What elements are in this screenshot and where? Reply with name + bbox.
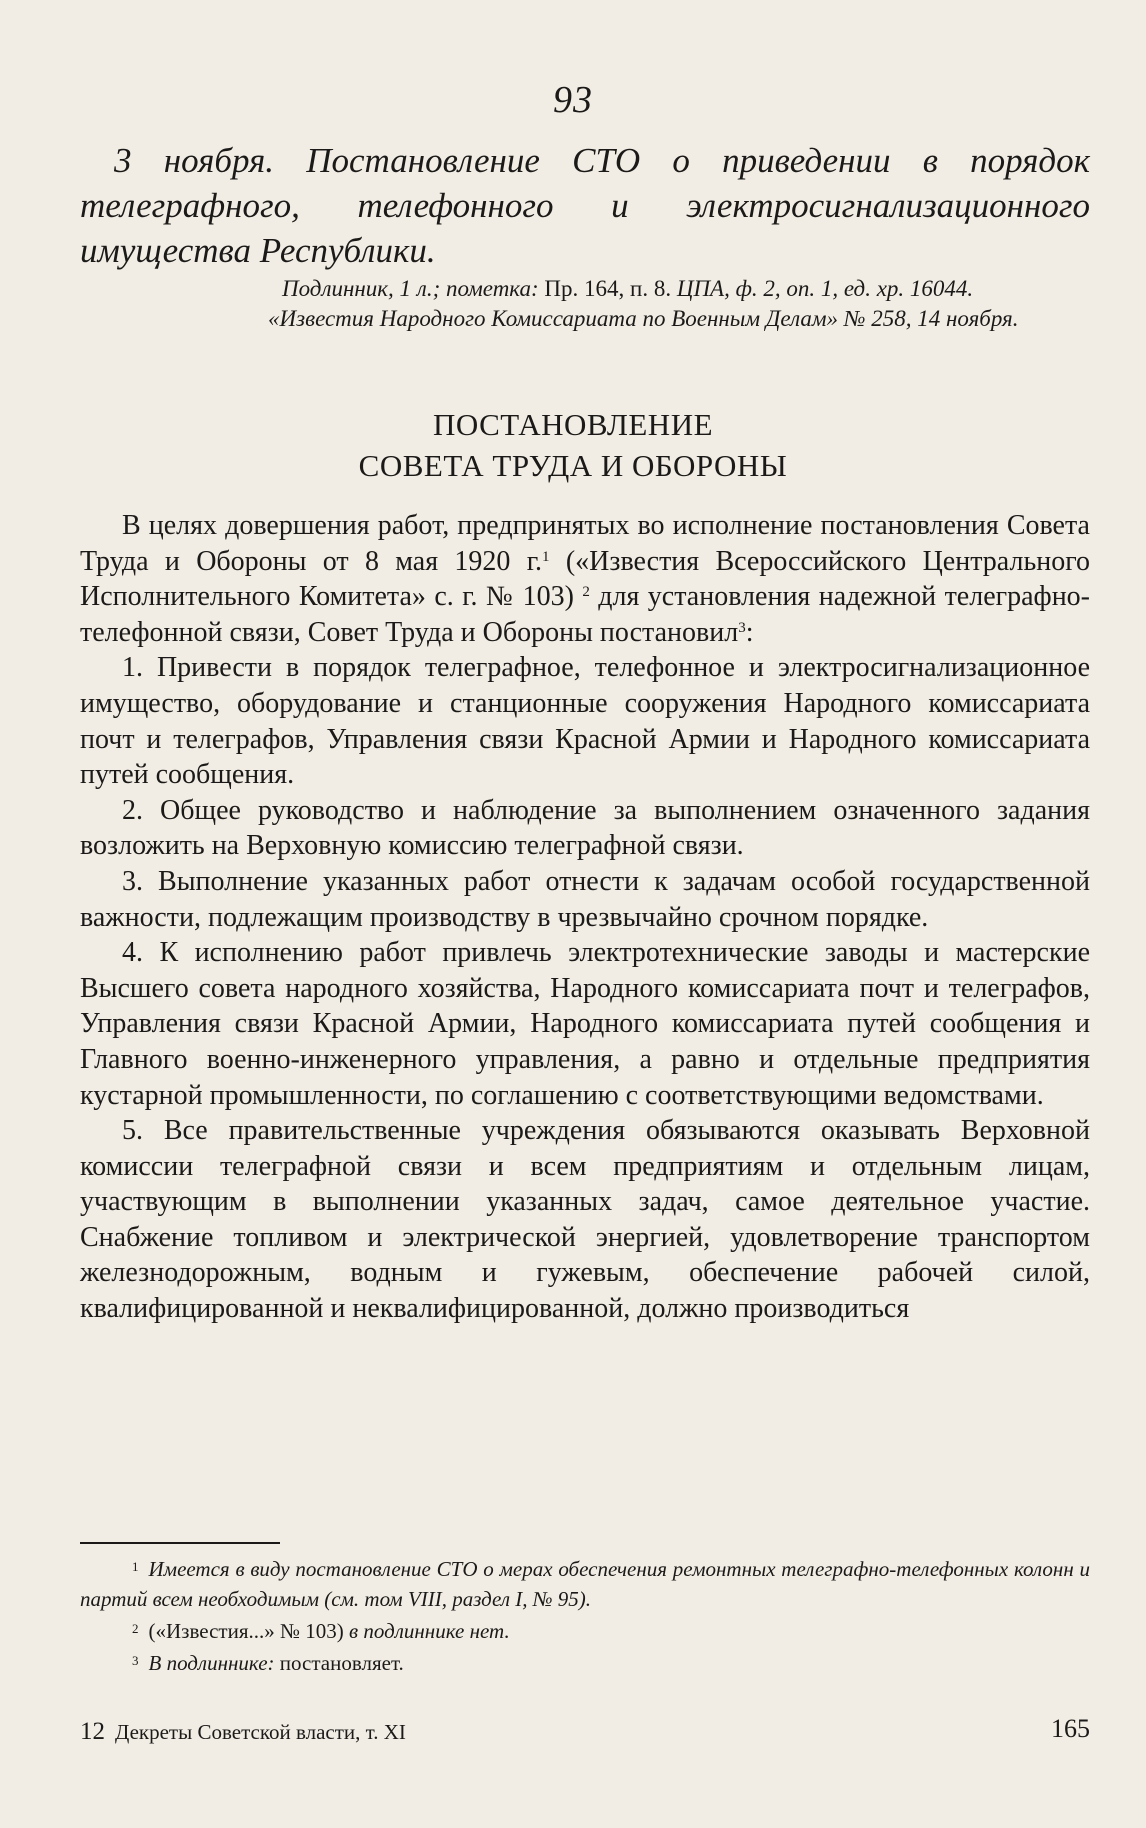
preamble-text-c: для установления надежной телеграфно-телефонной связи, Совет Труда и Обороны постановил [80,581,1090,648]
decree-body [80,508,1090,1327]
footnote-mark-2: 2 [132,1621,139,1636]
footnote-2-plain: («Известия...» № 103) [148,1619,344,1643]
source-original [282,274,1090,304]
page-number: 165 [1051,1714,1090,1743]
footnote-1-italic: Имеется в виду постановление СТО о мерах обеспечения ремонтных телеграфно-телефонных колонн и партий всем необходимым (см. том VIII, раздел I, № 95). [80,1557,1090,1611]
point-1: 1. Привести в порядок телеграфное, телефонное и электросигнализационное имущество, оборудование и станционные сооружения Народного комиссариата почт и телеграфов, Управления связи Красной Армии и Народного комиссариата путей сообщения. [80,652,1090,791]
preamble-text-b: («Известия Всероссийского Центрального Исполнительного Комитета» с. г. № 103) [80,545,1090,613]
point-2: 2. Общее руководство и наблюдение за выполнением означенного задания возложить на Верховную комиссию телеграфной связи. [80,794,1090,862]
footnote-1 [80,1552,1090,1614]
footnote-mark-3: 3 [132,1653,139,1668]
source-original-prefix: Подлинник, 1 л.; пометка: [282,276,539,301]
page-footer [80,1714,1090,1748]
printer-signature [80,1718,406,1746]
preamble [80,508,1090,650]
signature-text: Декреты Советской власти, т. XI [115,1720,406,1744]
source-references [268,274,1090,334]
footnote-2 [80,1614,1090,1646]
source-original-archive: ЦПА, ф. 2, оп. 1, ед. хр. 16044. [676,276,974,301]
preamble-text-d: : [745,616,754,648]
decree-title-line2: СОВЕТА ТРУДА И ОБОРОНЫ [358,448,788,483]
point-3: 3. Выполнение указанных работ отнести к задачам особой государственной важности, подлежащим производству в чрезвычайно срочном порядке. [80,865,1090,933]
footnote-3 [80,1646,1090,1678]
preamble-text-a: В целях довершения работ, предпринятых во исполнение постановления Совета Труда и Обороны от 8 мая 1920 г. [80,510,1090,577]
point-5: 5. Все правительственные учреждения обязываются оказывать Верховной комиссии телеграфной связи и всем предприятиям и отдельным лицам, участвующим в выполнении указанных задач, самое деятельное участие. Снабжение топливом и электрической энергией, удовлетворение транспортом железнодорожным, водным и гужевым, обеспечение рабочей силой, квалифицированной и неквалифицированной, должно производиться [80,1115,1090,1325]
decree-title [0,404,1146,486]
signature-number: 12 [80,1718,105,1745]
footnotes [80,1552,1090,1678]
footnote-3-italic: В подлиннике: [148,1651,275,1675]
document-number: 93 [553,79,593,121]
footnote-ref-1[interactable]: 1 [542,548,550,565]
decree-title-line1: ПОСТАНОВЛЕНИЕ [432,407,714,442]
point-4: 4. К исполнению работ привлечь электротехнические заводы и мастерские Высшего совета народного хозяйства, Народного комиссариата почт и телеграфов, Управления связи Красной Армии, Народного комиссариата путей сообщения и Главного военно-инженерного управления, а равно и отдельные предприятия кустарной промышленности, по соглашению с соответствующими ведомствами. [80,937,1090,1111]
footnote-2-italic: в подлиннике нет. [343,1619,510,1643]
footnote-ref-2[interactable]: 2 [582,584,590,601]
footnote-ref-3[interactable]: 3 [738,619,746,636]
footnote-divider [80,1542,280,1544]
footnote-3-plain: постановляет. [274,1651,404,1675]
source-original-mark: Пр. 164, п. 8. [544,276,672,301]
source-publication: «Известия Народного Комиссариата по Военным Делам» № 258, 14 ноября. [268,306,1019,331]
document-heading: 3 ноября. Постановление СТО о приведении в порядок телеграфного, телефонного и электросигнализационного имущества Республики. [80,141,1090,270]
footnote-mark-1: 1 [132,1559,139,1574]
